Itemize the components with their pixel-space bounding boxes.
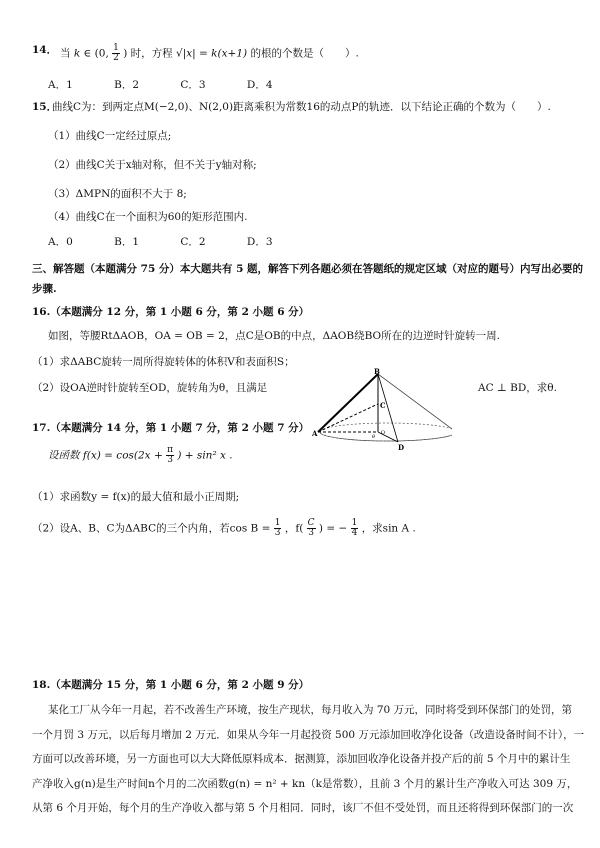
- q17-part2a: （2）设A、B、C为ΔABC的三个内角，若cos B =: [32, 522, 271, 535]
- q14-frac-den: 2: [113, 53, 119, 63]
- edge-b-right: [378, 374, 452, 432]
- q17-val-num: 1: [351, 518, 358, 528]
- label-c: C: [380, 401, 386, 410]
- q16-part2b: AC ⊥ BD，求θ.: [478, 382, 557, 394]
- q17-cos-den: 3: [274, 528, 281, 538]
- q14-k-in: k ∈: [73, 47, 92, 60]
- q17-func-b: ) + sin² x .: [177, 449, 233, 462]
- q15-number: 15．: [32, 101, 58, 113]
- q14-equation: √|x| = k(x+1): [176, 47, 248, 60]
- label-b: B: [374, 368, 380, 376]
- q17-three: 3: [167, 455, 173, 465]
- q17-func-a: 设函数 f(x) = cos(2x +: [48, 449, 163, 462]
- q15-item-1: （1）曲线C一定经过原点;: [48, 130, 172, 142]
- q14-option-d: D．4: [246, 79, 273, 91]
- section3-heading: 三、解答题（本题满分 75 分）本大题共有 5 题，解答下列各题必须在答题纸的规定区域（对应的题号）内写出必要的: [32, 263, 584, 275]
- label-o: O: [381, 430, 386, 436]
- section3-heading-cont: 步骤.: [32, 283, 57, 295]
- edge-ac: [318, 404, 378, 432]
- q14-text-c: 的根的个数是（ ）.: [250, 47, 359, 60]
- q15-option-d: D．3: [246, 236, 273, 248]
- q17-pi-over-3: [166, 446, 174, 465]
- q14-option-a: A．1: [48, 79, 73, 91]
- q17-header: 17.（本题满分 14 分，第 1 小题 7 分，第 2 小题 7 分）: [32, 422, 310, 434]
- q15-option-a: A．0: [48, 236, 73, 248]
- q17-part2d: ，求sin A .: [361, 522, 416, 535]
- q18-line-4: 产净收入g(n)是生产时间n个月的二次函数g(n) = n² + kn（k是常数），且前 3 个月的累计生产净收入可达 309 万，: [32, 778, 578, 790]
- q17-function: [48, 446, 233, 465]
- q14-interval-close: ): [123, 47, 128, 60]
- q15-options: [48, 236, 311, 250]
- q14-number: 14．: [32, 44, 58, 56]
- q16-stem: 如图，等腰RtΔAOB，OA = OB = 2，点C是OB的中点，ΔAOB绕BO所在的边逆时针旋转一周.: [48, 330, 500, 342]
- q18-line-1: 某化工厂从今年一月起，若不改善生产环境，按生产现状，每月收入为 70 万元，同时将受到环保部门的处罚，第: [48, 704, 573, 716]
- q17-part1: （1）求函数y = f(x)的最大值和最小正周期;: [32, 491, 240, 503]
- cone-figure: [312, 368, 452, 456]
- q15-item-4: （4）曲线C在一个面积为60的矩形范围内.: [48, 211, 248, 223]
- q14-frac-num: 1: [113, 43, 119, 53]
- q14-text-a: 当: [60, 47, 71, 60]
- q17-cos-num: 1: [274, 518, 281, 528]
- q17-part2: [32, 519, 416, 538]
- q15-item-2: （2）曲线C关于x轴对称，但不关于y轴对称;: [48, 159, 257, 171]
- label-theta: θ: [372, 434, 376, 440]
- q14-option-b: B．2: [114, 79, 140, 91]
- q14-interval-open: (0,: [94, 47, 109, 60]
- q17-c-num: C: [307, 518, 315, 528]
- cone-base-front: [320, 432, 452, 441]
- q17-pi: π: [167, 445, 174, 455]
- q18-line-3: 方面可以改善环境，另一方面也可以大大降低原料成本．据测算，添加回收净化设备并投产后的前 5 个月中的累计生: [32, 753, 571, 765]
- q18-line-5: 从第 6 个月开始，每个月的生产净收入都与第 5 个月相同．同时，该厂不但不受处罚，而且还将得到环保部门的一次: [32, 802, 574, 814]
- q17-val-den: 4: [351, 528, 358, 538]
- q14-text-b: 时，方程: [130, 47, 173, 60]
- q17-c-den: 3: [308, 528, 314, 538]
- q14-option-c: C．3: [180, 79, 206, 91]
- q14-fraction: [112, 44, 120, 63]
- q17-c-frac: [307, 519, 316, 538]
- label-d: D: [398, 443, 405, 452]
- q17-part2b: ，f(: [284, 522, 304, 535]
- q16-part1: （1）求ΔABC旋转一周所得旋转体的体积V和表面积S；: [32, 356, 295, 368]
- q18-header: 18.（本题满分 15 分，第 1 小题 6 分，第 2 小题 9 分）: [32, 679, 310, 691]
- q16-part2a: （2）设OA逆时针旋转至OD，旋转角为θ，且满足: [32, 382, 268, 394]
- q18-line-2: 一个月罚 3 万元，以后每月增加 2 万元．如果从今年一月起投资 500 万元添加回收净化设备（改造设备时间不计），一: [32, 729, 585, 741]
- q15-stem: 曲线C为：到两定点M(−2,0)、N(2,0)距离乘积为常数16的动点P的轨迹．以下结论正确的个数为（ ）.: [52, 101, 551, 113]
- label-a: A: [312, 429, 318, 438]
- q15-item-3: （3）ΔMPN的面积不大于 8;: [48, 188, 187, 200]
- q15-option-b: B．1: [114, 236, 140, 248]
- q15-option-c: C．2: [180, 236, 206, 248]
- q14-options: [48, 79, 311, 93]
- q17-cos-frac: [274, 519, 282, 538]
- q17-part2c: ) = −: [318, 522, 348, 535]
- q16-header: 16.（本题满分 12 分，第 1 小题 6 分，第 2 小题 6 分）: [32, 306, 310, 318]
- q14-stem: [60, 44, 359, 63]
- q17-val-frac: [351, 519, 359, 538]
